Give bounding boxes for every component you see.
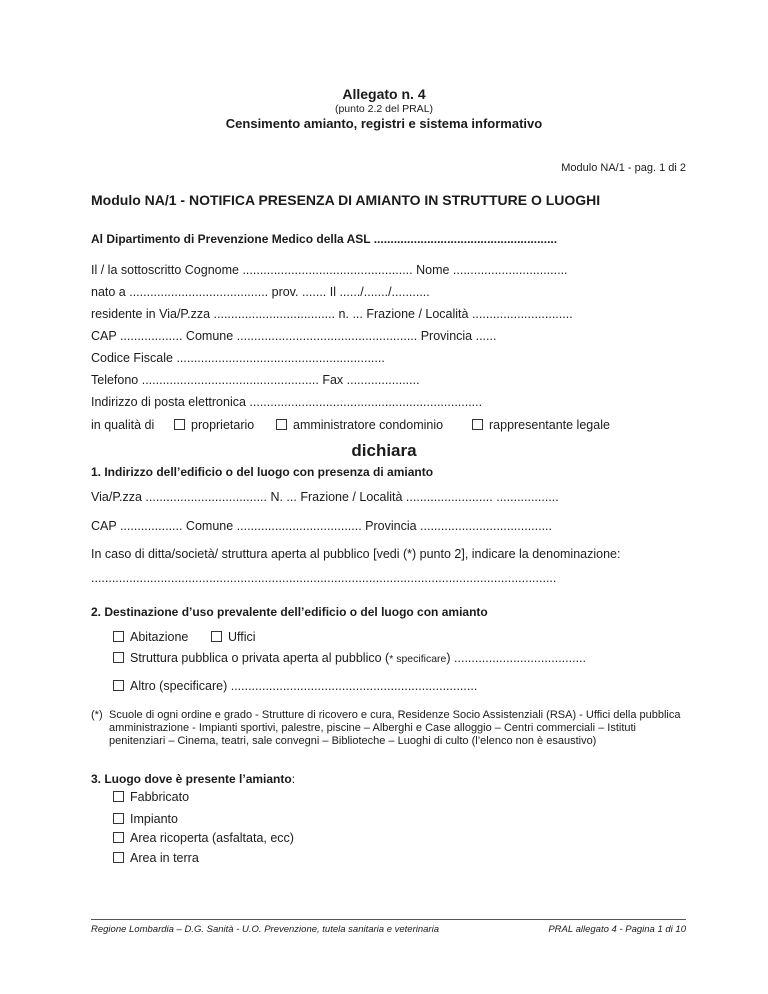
checkbox-icon[interactable] [113,652,124,663]
dichiara-heading: dichiara [351,441,417,460]
footnote-mark: (*) [91,709,103,721]
checkbox-fabbricato[interactable]: Fabbricato [113,790,189,804]
cap-comune-provincia-field[interactable]: CAP .................. Comune .................................................... Provincia ...... [91,329,497,343]
denominazione-instruction: In caso di ditta/società/ struttura aperta al pubblico [vedi (*) punto 2], indicare la denominazione: [91,547,621,561]
checkbox-icon[interactable] [113,631,124,642]
checkbox-proprietario[interactable]: proprietario [174,418,254,432]
building-cap-comune-field[interactable]: CAP .................. Comune .................................... Provincia ...................................... [91,519,553,533]
birth-place-date-field[interactable]: nato a ........................................ prov. ....... Il ....../......./........... [91,285,430,299]
checkbox-icon[interactable] [113,680,124,691]
checkbox-icon[interactable] [174,419,185,430]
asl-addressee-field[interactable]: Al Dipartimento di Prevenzione Medico della ASL ....................................................... [91,232,558,246]
phone-fax-field[interactable]: Telefono ................................................... Fax ..................... [91,373,420,387]
qualita-label: in qualità di [91,418,155,432]
residence-address-field[interactable]: residente in Via/P.zza ................................... n. ... Frazione / Località ............................. [91,307,573,321]
allegato-title: Allegato n. 4 [342,86,426,102]
cognome-nome-field[interactable]: Il / la sottoscritto Cognome ................................................. Nome ................................. [91,263,568,277]
footer-divider [91,919,686,920]
checkbox-icon[interactable] [113,813,124,824]
checkbox-icon[interactable] [472,419,483,430]
checkbox-abitazione[interactable]: Abitazione [113,630,188,644]
checkbox-uffici[interactable]: Uffici [211,630,256,644]
document-subtitle: Censimento amianto, registri e sistema informativo [225,116,543,131]
checkbox-icon[interactable] [211,631,222,642]
section2-heading: 2. Destinazione d’uso prevalente dell’edificio o del luogo con amianto [91,605,488,619]
footer-right: PRAL allegato 4 - Pagina 1 di 10 [548,924,686,935]
checkbox-struttura-pubblica[interactable]: Struttura pubblica o privata aperta al pubblico (* specificare) ...................................... [113,651,586,665]
checkbox-icon[interactable] [276,419,287,430]
modulo-page-number: Modulo NA/1 - pag. 1 di 2 [561,162,686,174]
form-title: Modulo NA/1 - NOTIFICA PRESENZA DI AMIANTO IN STRUTTURE O LUOGHI [91,192,601,208]
checkbox-icon[interactable] [113,852,124,863]
building-address-field[interactable]: Via/P.zza ................................... N. ... Frazione / Località ......................... .................. [91,490,559,504]
allegato-punto: (punto 2.2 del PRAL) [334,103,434,115]
section3-heading: 3. Luogo dove è presente l’amianto: [91,772,296,786]
footer-left: Regione Lombardia – D.G. Sanità - U.O. Prevenzione, tutela sanitaria e veterinaria [91,924,439,935]
checkbox-icon[interactable] [113,832,124,843]
denominazione-field[interactable]: ...................................................................................................................................... [91,571,557,585]
checkbox-impianto[interactable]: Impianto [113,812,178,826]
checkbox-area-terra[interactable]: Area in terra [113,851,199,865]
footnote-text: Scuole di ogni ordine e grado - Strutture di ricovero e cura, Residenze Socio Assistenziali (RSA) - Uffici della pubblica amministrazione - Impianti sportivi, palestre, piscine – Alberghi e Case alloggio – Centri commerciali – Istituti penitenziari – Cinema, teatri, sale convegni – Biblioteche – Luoghi di culto (l’elenco non è esaustivo) [109,709,681,747]
checkbox-altro[interactable]: Altro (specificare) ....................................................................... [113,679,477,693]
checkbox-rappresentante[interactable]: rappresentante legale [472,418,610,432]
checkbox-area-ricoperta[interactable]: Area ricoperta (asfaltata, ecc) [113,831,294,845]
footnote-strutture [91,709,691,748]
email-field[interactable]: Indirizzo di posta elettronica ................................................................... [91,395,483,409]
section1-heading: 1. Indirizzo dell’edificio o del luogo con presenza di amianto [91,465,434,479]
checkbox-icon[interactable] [113,791,124,802]
codice-fiscale-field[interactable]: Codice Fiscale ............................................................ [91,351,385,365]
checkbox-amministratore[interactable]: amministratore condominio [276,418,443,432]
